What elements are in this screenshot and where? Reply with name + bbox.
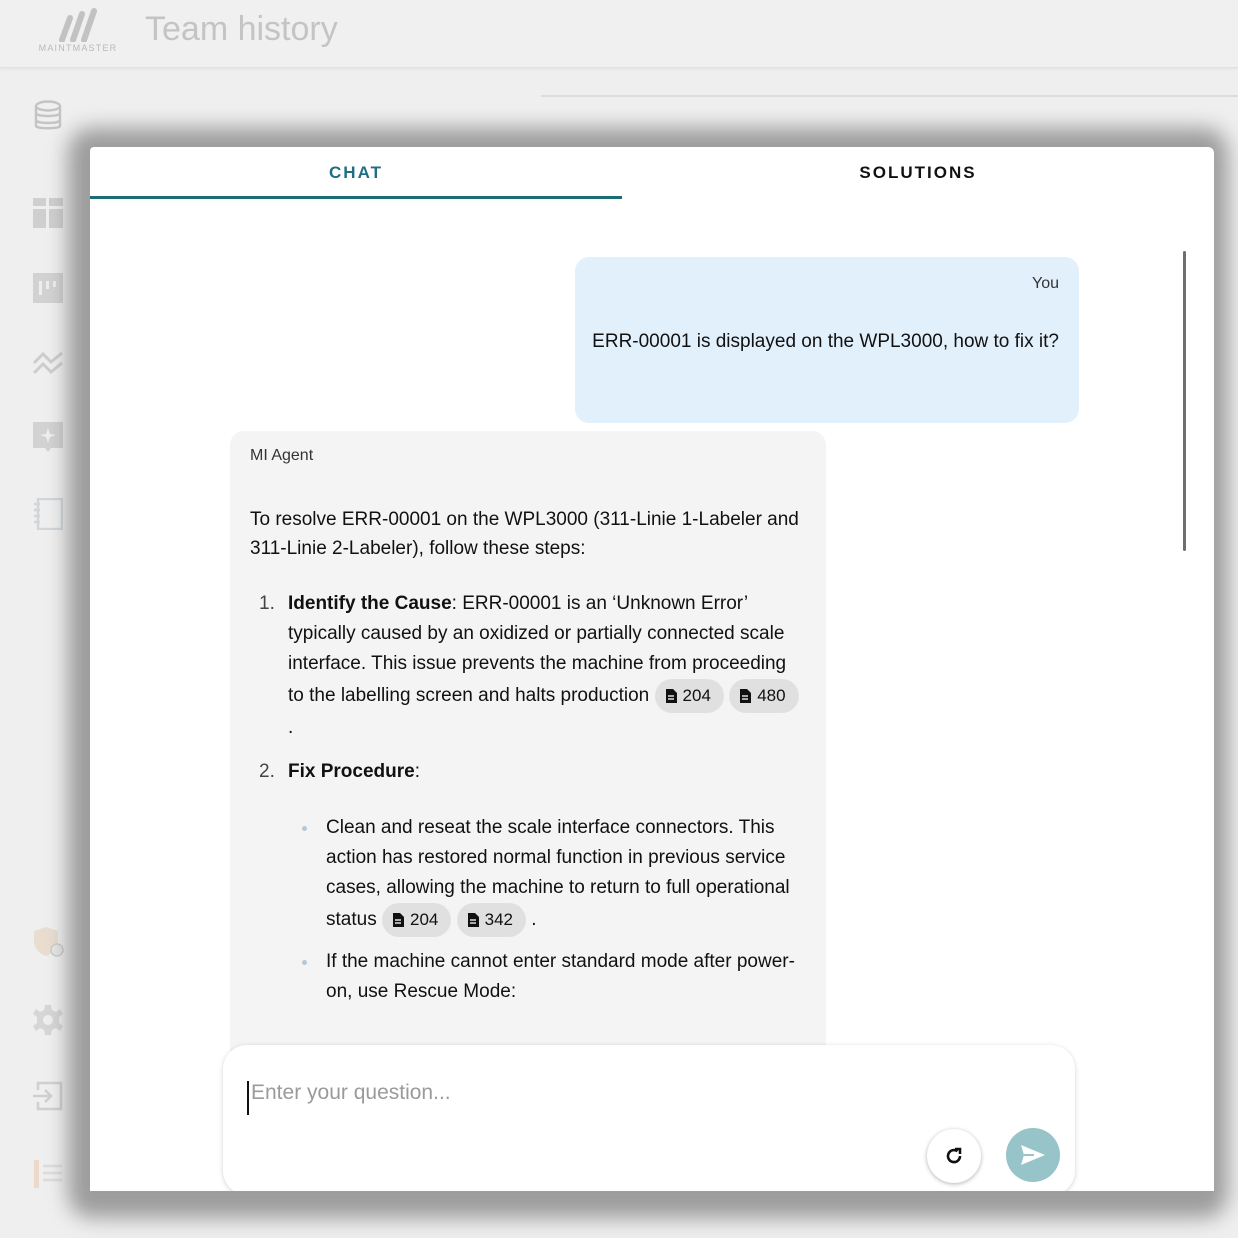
- sidebar-item-chart[interactable]: [30, 346, 66, 382]
- send-icon: [1020, 1144, 1046, 1166]
- step-title: Fix Procedure: [288, 761, 415, 782]
- step-item: [250, 757, 806, 1007]
- logo-text: MAINTMASTER: [38, 43, 118, 53]
- notebook-icon: [33, 498, 63, 530]
- source-chip[interactable]: [729, 679, 798, 713]
- agent-intro: To resolve ERR-00001 on the WPL3000 (311-Linie 1-Labeler and 311-Linie 2-Labeler), follow these steps:: [250, 509, 799, 559]
- document-icon: [392, 913, 404, 927]
- bullet-dot: [302, 960, 307, 965]
- maintmaster-logo[interactable]: [26, 6, 130, 56]
- list-icon: [32, 1158, 64, 1190]
- bullet-text: Clean and reseat the scale interface connectors. This action has restored normal function in previous service cases, allowing the machine to return to full operational status: [326, 817, 790, 931]
- steps-list: [250, 589, 806, 1007]
- chart-icon: [33, 349, 63, 379]
- chat-scrollbar[interactable]: [1183, 251, 1186, 551]
- source-chip[interactable]: [382, 903, 451, 937]
- sidebar-item-security[interactable]: [30, 924, 66, 960]
- source-chip[interactable]: [457, 903, 526, 937]
- step-end: .: [288, 717, 294, 738]
- sidebar-item-database[interactable]: [30, 98, 66, 134]
- board-icon: [33, 273, 63, 303]
- sidebar-item-board[interactable]: [30, 270, 66, 306]
- document-icon: [467, 913, 479, 927]
- bullet-list: [288, 813, 806, 1007]
- sidebar-item-settings[interactable]: [30, 1002, 66, 1038]
- step-number: 2.: [259, 761, 275, 782]
- database-icon: [33, 100, 63, 132]
- sidebar-item-sign-in[interactable]: [30, 1078, 66, 1114]
- refresh-button[interactable]: [927, 1129, 981, 1183]
- source-number: 204: [409, 910, 439, 929]
- message-sender: MI Agent: [250, 447, 314, 464]
- bullet-dot: [302, 826, 307, 831]
- tab-bar: [90, 147, 1214, 199]
- chat-messages[interactable]: [90, 199, 1214, 1039]
- source-chip[interactable]: [655, 679, 724, 713]
- step-item: [250, 589, 806, 743]
- logo-bars-icon: [56, 8, 100, 42]
- user-message: [575, 257, 1079, 423]
- question-input[interactable]: [247, 1081, 947, 1115]
- step-text: : ERR-00001 is an ‘Unknown Error’ typically caused by an oxidized or partially connected scale interface. This issue prevents the machine from proceeding to the labelling screen and halts production: [288, 593, 787, 707]
- sidebar-item-notebook[interactable]: [30, 496, 66, 532]
- source-number: 342: [484, 910, 514, 929]
- send-button[interactable]: [1006, 1128, 1060, 1182]
- source-number: 480: [757, 686, 786, 705]
- sidebar-item-ai[interactable]: [30, 420, 66, 456]
- chat-dialog: [90, 147, 1214, 1191]
- question-input-box: [223, 1045, 1075, 1191]
- agent-message: [230, 431, 826, 1051]
- step-text: :: [414, 761, 420, 782]
- bullet-text: If the machine cannot enter standard mode after power-on, use Rescue Mode:: [326, 951, 795, 1002]
- dashboard-icon: [33, 198, 63, 228]
- security-icon: [32, 926, 64, 958]
- app-header: [0, 0, 1238, 68]
- message-sender: You: [1032, 275, 1059, 292]
- sidebar-item-dashboard[interactable]: [30, 195, 66, 231]
- refresh-icon: [944, 1146, 964, 1166]
- message-text: ERR-00001 is displayed on the WPL3000, how to fix it?: [592, 331, 1059, 352]
- sidebar-item-list[interactable]: [30, 1156, 66, 1192]
- page-title: Team history: [145, 10, 338, 48]
- tab-chat[interactable]: CHAT: [329, 163, 383, 182]
- bullet-item: [288, 947, 806, 1007]
- document-icon: [665, 689, 677, 703]
- step-title: Identify the Cause: [288, 593, 452, 614]
- step-number: 1.: [259, 593, 275, 614]
- bullet-end: .: [531, 909, 537, 931]
- ai-sparkle-icon: [33, 422, 63, 454]
- document-icon: [739, 689, 751, 703]
- tab-solutions[interactable]: SOLUTIONS: [859, 163, 977, 182]
- background-divider: [541, 95, 1238, 97]
- source-number: 204: [682, 686, 711, 705]
- gear-icon: [32, 1004, 64, 1036]
- bullet-item: [288, 813, 806, 937]
- sign-in-icon: [32, 1080, 64, 1112]
